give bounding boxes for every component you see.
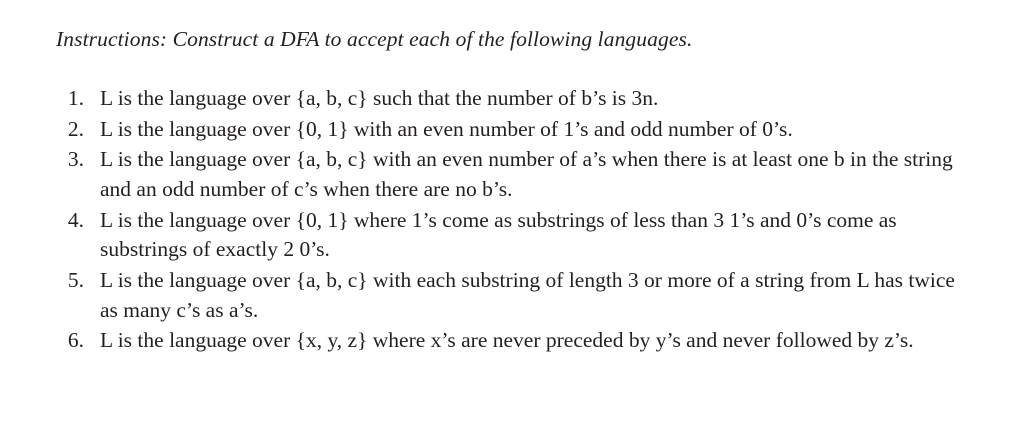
list-item-number: 3. — [67, 147, 84, 172]
list-item-text: L is the language over {x, y, z} where x’s are never preceded by y’s and never followed by z’s. — [100, 328, 914, 353]
list-item-number: 1. — [67, 85, 84, 110]
list-item-number: 4. — [67, 207, 84, 232]
list-item-text: L is the language over {0, 1} where 1’s come as substrings of less than 3 1’s and 0’s come as substrings of exactly 2 0’s. — [100, 207, 897, 262]
list-item-number: 2. — [67, 116, 84, 141]
instructions-line: Instructions: Construct a DFA to accept each of the following languages. — [56, 27, 693, 51]
list-item-text: L is the language over {a, b, c} with an even number of a’s when there is at least one b in the string and an odd number of c’s when there are no b’s. — [100, 147, 953, 201]
list-item — [56, 206, 968, 265]
list-item-number: 6. — [67, 328, 84, 353]
list-item — [56, 145, 968, 204]
list-item-text: L is the language over {0, 1} with an even number of 1’s and odd number of 0’s. — [100, 116, 793, 141]
problem-list — [56, 84, 968, 356]
list-item-text: L is the language over {a, b, c} such that the number of b’s is 3n. — [100, 85, 659, 110]
list-item — [56, 326, 968, 356]
list-item — [56, 84, 968, 114]
list-item-number: 5. — [67, 267, 84, 292]
list-item — [56, 115, 968, 145]
list-item — [56, 266, 968, 325]
list-item-text: L is the language over {a, b, c} with each substring of length 3 or more of a string from L has twice as many c’s as a’s. — [100, 267, 955, 322]
